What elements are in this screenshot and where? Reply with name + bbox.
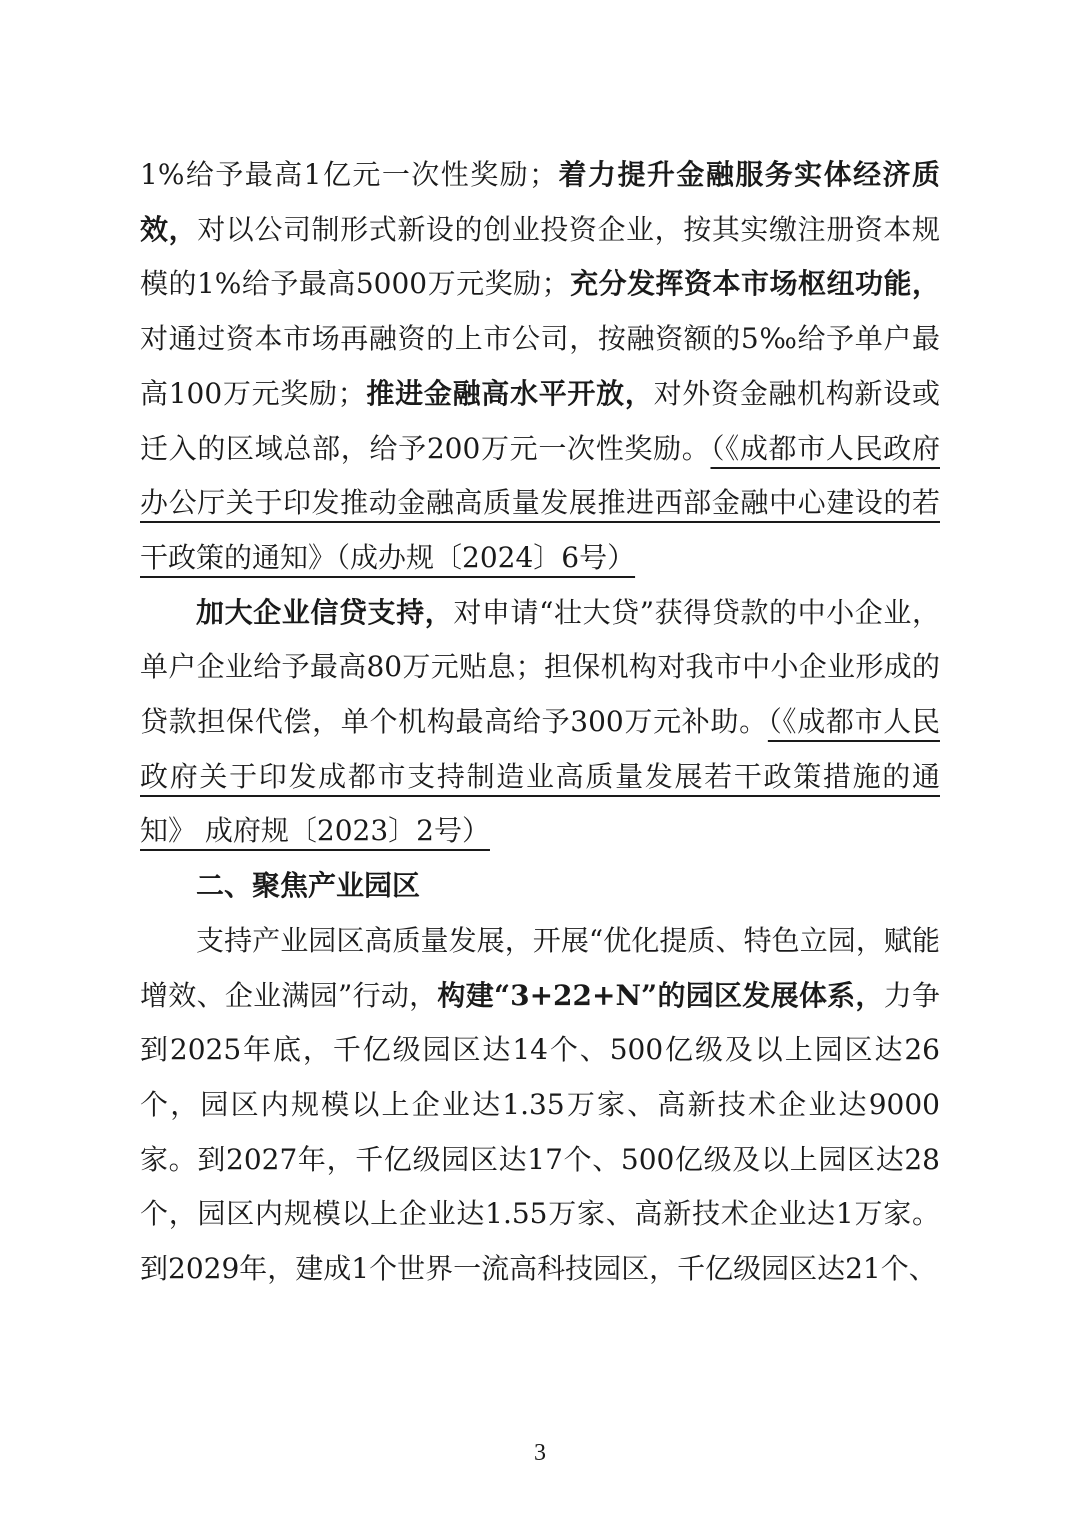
bold-phrase: 着力提升金融服务实体经济质效， [140,158,940,246]
bold-phrase: 推进金融高水平开放， [365,376,654,410]
policy-reference: （《成都市人民政府关于印发成都市支持制造业高质量发展若干政策措施的通知》 成府规〔2023〕2号） [140,705,940,848]
text-span: 1%给予最高1亿元一次性奖励； [140,158,558,191]
page-number: 3 [534,1440,546,1466]
policy-reference: （《成都市人民政府办公厅关于印发推动金融高质量发展推进西部金融中心建设的若干政策的通知》（成办规〔2024〕6号） [140,431,940,574]
text-span: 力争到2025年底，千亿级园区达14个、500亿级及以上园区达26个，园区内规模以上企业达1.35万家、高新技术企业达9000家。到2027年，千亿级园区达17个、500亿级及以上园区达28个，园区内规模以上企业达1.55万家、高新技术企业达1万家。到2029年，建成1个世界一流高科技园区，千亿级园区达21个、 [140,978,940,1286]
text-span: 对以公司制形式新设的创业投资企业，按其实缴注册资本规模的1%给予最高5000万元奖励； [140,212,940,301]
text-span: 对外资金融机构新设或迁入的区域总部，给予200万元一次性奖励。 [140,376,940,465]
paragraph-credit-support [140,586,940,860]
bold-phrase: 加大企业信贷支持， [196,595,454,629]
text-span: 对申请“壮大贷”获得贷款的中小企业，单户企业给予最高80万元贴息；担保机构对我市中小企业形成的贷款担保代偿，单个机构最高给予300万元补助。 [140,595,940,739]
body-text [140,148,940,1297]
paragraph-industrial-parks [140,914,940,1297]
bold-phrase: 构建“3+22+N”的园区发展体系， [437,978,884,1012]
text-span: 支持产业园区高质量发展，开展“优化提质、特色立园，赋能增效、企业满园”行动， [140,923,940,1012]
text-span: 对通过资本市场再融资的上市公司，按融资额的5‰给予单户最高100万元奖励； [140,322,940,410]
bold-phrase: 充分发挥资本市场枢纽功能， [569,267,940,301]
section-heading: 二、聚焦产业园区 [196,869,421,903]
paragraph-finance-incentives [140,148,940,586]
